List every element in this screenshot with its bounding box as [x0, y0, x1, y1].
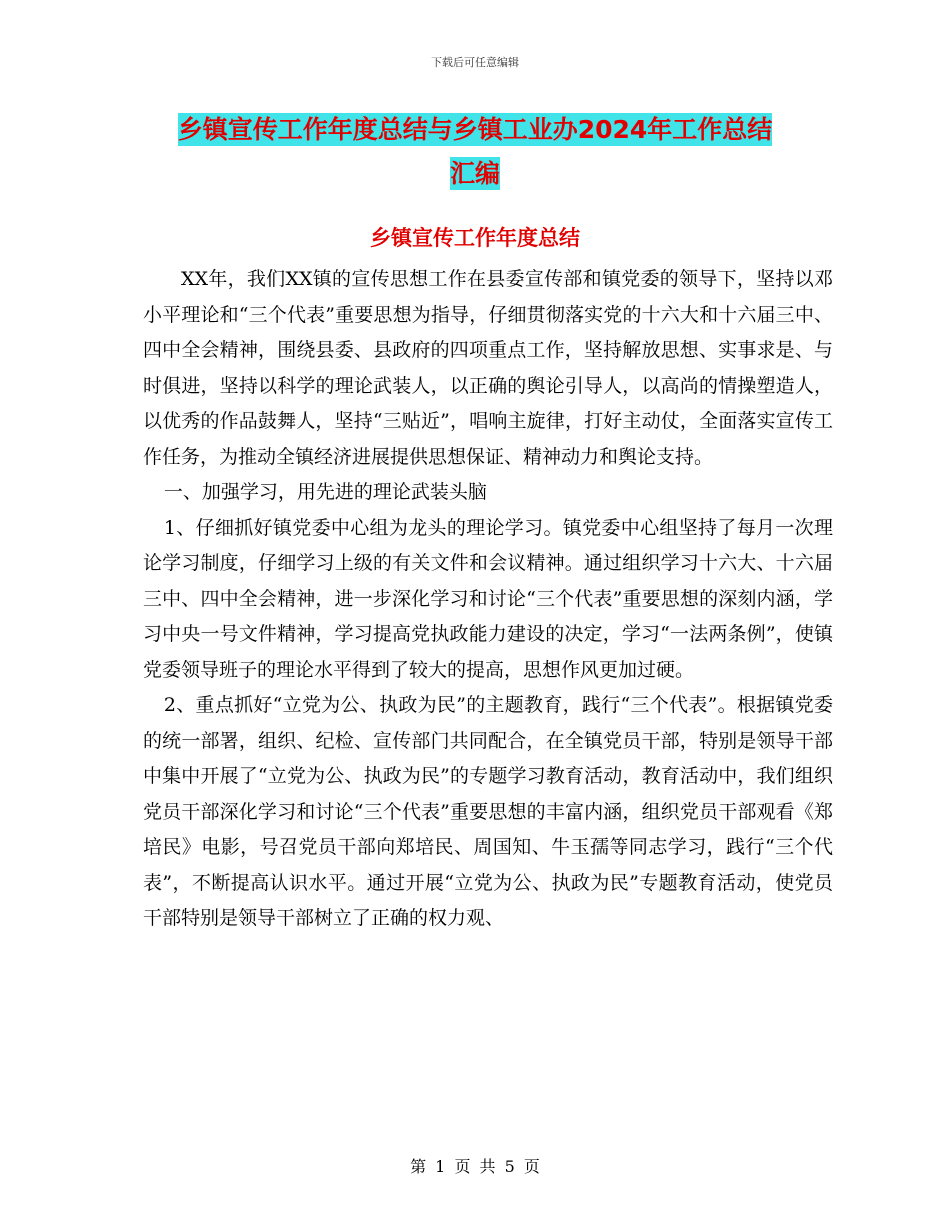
document-title: [0, 108, 950, 196]
paragraph-item-1: 1、仔细抓好镇党委中心组为龙头的理论学习。镇党委中心组坚持了每月一次理论学习制度，仔细学习上级的有关文件和会议精神。通过组织学习十六大、十六届三中、四中全会精神，进一步深化学习和讨论“三个代表”重要思想的深刻内涵，学习中央一号文件精神，学习提高党执政能力建设的决定，学习“一法两条例”，使镇党委领导班子的理论水平得到了较大的提高，思想作风更加过硬。: [143, 516, 833, 681]
body-text: [143, 262, 833, 937]
paragraph-heading-1: 一、加强学习，用先进的理论武装头脑: [163, 481, 487, 503]
header-note: 下载后可任意编辑: [431, 56, 519, 69]
paragraph-item-2: 2、重点抓好“立党为公、执政为民”的主题教育，践行“三个代表”。根据镇党委的统一部署，组织、纪检、宣传部门共同配合，在全镇党员干部，特别是领导干部中集中开展了“立党为公、执政为民”的专题学习教育活动，教育活动中，我们组织党员干部深化学习和讨论“三个代表”重要思想的丰富内涵，组织党员干部观看《郑培民》电影，号召党员干部向郑培民、周国知、牛玉孺等同志学习，践行“三个代表”，不断提高认识水平。通过开展“立党为公、执政为民”专题教育活动，使党员干部特别是领导干部树立了正确的权力观、: [143, 694, 833, 929]
page-footer: 第 1 页 共 5 页: [410, 1157, 540, 1176]
paragraph-intro: XX年，我们XX镇的宣传思想工作在县委宣传部和镇党委的领导下，坚持以邓小平理论和“三个代表”重要思想为指导，仔细贯彻落实党的十六大和十六届三中、四中全会精神，围绕县委、县政府的四项重点工作，坚持解放思想、实事求是、与时俱进，坚持以科学的理论武装人，以正确的舆论引导人，以高尚的情操塑造人，以优秀的作品鼓舞人，坚持“三贴近”，唱响主旋律，打好主动仗，全面落实宣传工作任务，为推动全镇经济进展提供思想保证、精神动力和舆论支持。: [143, 268, 833, 468]
section-title: 乡镇宣传工作年度总结: [370, 226, 580, 250]
document-title-line1: 乡镇宣传工作年度总结与乡镇工业办2024年工作总结: [177, 115, 773, 144]
document-title-line2: 汇编: [449, 159, 500, 188]
